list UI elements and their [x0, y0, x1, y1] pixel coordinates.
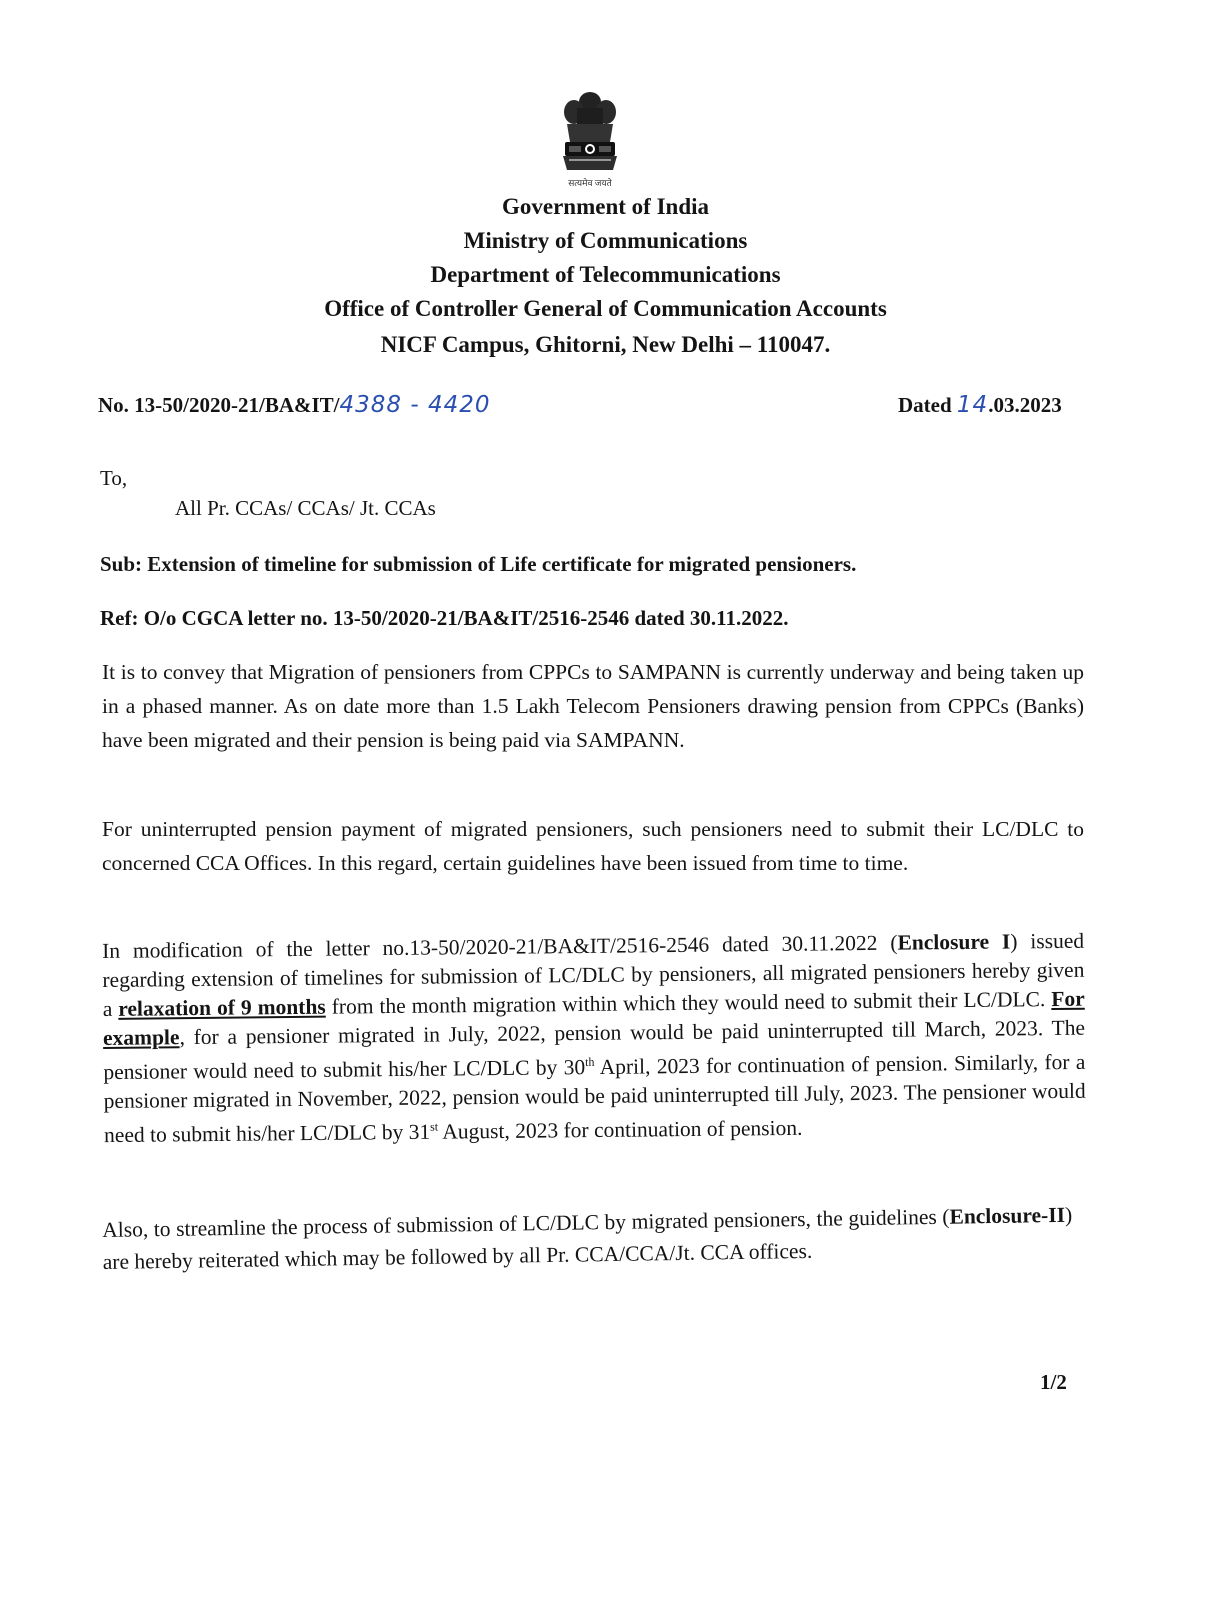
subject-line: Sub: Extension of timeline for submission of Life certificate for migrated pensioners. — [100, 552, 857, 576]
p4-text-c: ) are hereby reiterated which may be followed by all Pr. CCA/CCA/Jt. CCA offices. — [102, 1202, 1073, 1274]
paragraph-uninterrupted-payment: For uninterrupted pension payment of migrated pensioners, such pensioners need to submit their LC/DLC to concerned CCA Offices. In this regard, certain guidelines have been issued from time to time. — [102, 817, 1084, 875]
p3-text-i: August, 2023 for continuation of pension. — [438, 1115, 803, 1144]
paragraph-guidelines — [102, 1199, 1073, 1278]
p3-enclosure-i: Enclosure I — [897, 929, 1011, 955]
date-label: Dated — [898, 393, 957, 417]
header-department: Department of Telecommunications — [430, 262, 781, 287]
reference-number-handwritten: 4388 - 4420 — [339, 392, 491, 418]
p3-text-a: In modification of the letter no.13-50/2020-21/BA&IT/2516-2546 dated 30.11.2022 ( — [102, 930, 898, 963]
reference-number — [98, 392, 491, 418]
page-number: 1/2 — [1040, 1370, 1067, 1394]
letter-date — [898, 392, 1062, 418]
header-government: Government of India — [502, 194, 709, 219]
p3-for-example: For example — [102, 986, 1085, 1050]
date-day-handwritten: 14 — [956, 392, 989, 418]
p3-text-h: April, 2023 for continuation of pension. Similarly, for a pensioner migrated in November, 2022, pension would be paid uninterrupted till July, 2023. The pensioner would need to submit his/her LC/DLC by 31 — [103, 1049, 1086, 1148]
p3-text-c: ) issued regarding extension of timelines for submission of LC/DLC by pensioners, all migrated pensioners hereby given a — [102, 928, 1085, 1021]
p3-text-e: from the month migration within which they would need to submit their LC/DLC. — [325, 987, 1052, 1019]
reference-line: Ref: O/o CGCA letter no. 13-50/2020-21/BA&IT/2516-2546 dated 30.11.2022. — [100, 606, 789, 630]
p3-sup-th: th — [585, 1054, 595, 1069]
addressee: All Pr. CCAs/ CCAs/ Jt. CCAs — [175, 496, 436, 520]
p3-sup-st: st — [429, 1119, 439, 1134]
to-label: To, — [100, 466, 128, 490]
emblem-motto: सत्यमेव जयते — [568, 178, 612, 188]
p4-text-a: Also, to streamline the process of submission of LC/DLC by migrated pensioners, the guidelines ( — [102, 1204, 950, 1242]
p3-text-g: , for a pensioner migrated in July, 2022, pension would be paid uninterrupted till March, 2023. The pensioner would need to submit his/her LC/DLC by 30 — [103, 1015, 1086, 1085]
reference-number-prefix: No. 13-50/2020-21/BA&IT/ — [98, 393, 340, 417]
paragraph-migration: It is to convey that Migration of pensioners from CPPCs to SAMPANN is currently underway and being taken up in a phased manner. As on date more than 1.5 Lakh Telecom Pensioners drawing pension from CPPCs (Banks) have been migrated and their pension is being paid via SAMPANN. — [102, 660, 1084, 752]
date-rest: .03.2023 — [988, 393, 1062, 417]
paragraph-relaxation — [102, 927, 1086, 1151]
p3-relaxation-emphasis: relaxation of 9 months — [118, 994, 326, 1021]
header-address: NICF Campus, Ghitorni, New Delhi – 110047. — [380, 332, 831, 357]
header-ministry: Ministry of Communications — [463, 228, 748, 253]
header-office: Office of Controller General of Communication Accounts — [324, 296, 887, 321]
p4-enclosure-ii: Enclosure-II — [949, 1202, 1066, 1229]
national-emblem-icon — [555, 84, 625, 190]
